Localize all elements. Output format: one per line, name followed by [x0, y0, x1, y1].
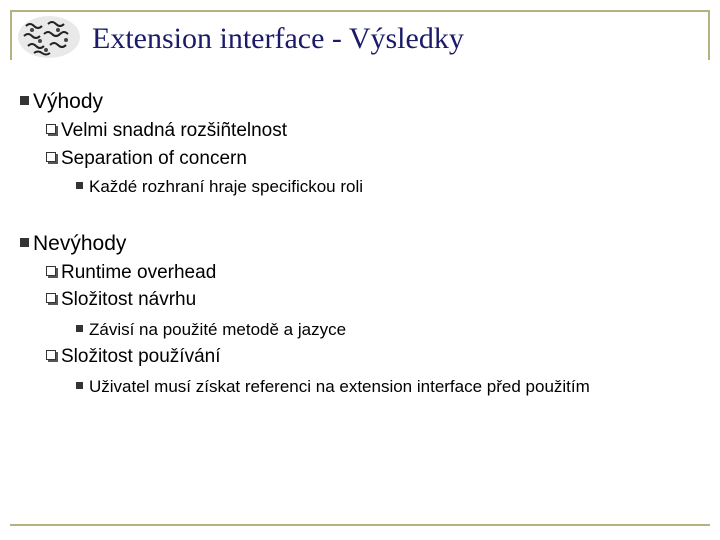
frame-right-line	[708, 10, 710, 60]
logo-image	[18, 16, 80, 58]
bullet-advantage-2-label: Separation of concern	[61, 148, 247, 169]
square-bullet-icon	[76, 382, 83, 389]
frame-top-line	[10, 10, 710, 12]
bullet-advantage-2-sub	[76, 177, 363, 197]
slide-title: Extension interface - Výsledky	[92, 22, 464, 55]
bullet-disadvantage-3-sub	[76, 377, 590, 397]
bullet-disadvantages	[20, 232, 126, 256]
checkbox-bullet-icon	[46, 152, 56, 162]
square-bullet-icon	[20, 238, 29, 247]
bullet-advantage-1	[46, 120, 287, 142]
frame-left-line	[10, 10, 12, 60]
bullet-disadvantage-2	[46, 289, 196, 311]
bullet-disadvantage-3-label: Složitost používání	[61, 346, 221, 367]
bullet-disadvantage-3	[46, 346, 220, 368]
bullet-disadvantage-2-sub	[76, 320, 346, 340]
bullet-advantages-label: Výhody	[33, 90, 104, 113]
checkbox-bullet-icon	[46, 124, 56, 134]
bullet-advantage-2-sub-label: Každé rozhraní hraje specifickou roli	[89, 177, 364, 196]
bullet-advantage-1-label: Velmi snadná rozšiñtelnost	[61, 120, 288, 141]
bullet-disadvantages-label: Nevýhody	[33, 232, 127, 255]
frame-bottom-line	[10, 524, 710, 526]
bullet-disadvantage-1	[46, 262, 216, 284]
checkbox-bullet-icon	[46, 266, 56, 276]
bullet-disadvantage-2-sub-label: Závisí na použité metodě a jazyce	[89, 320, 347, 339]
checkbox-bullet-icon	[46, 350, 56, 360]
square-bullet-icon	[76, 325, 83, 332]
bullet-disadvantage-2-label: Složitost návrhu	[61, 289, 197, 310]
square-bullet-icon	[76, 182, 83, 189]
bullet-disadvantage-3-sub-label: Uživatel musí získat referenci na extension interface před použitím	[89, 377, 590, 396]
bullet-advantage-2	[46, 148, 247, 170]
bullet-disadvantage-1-label: Runtime overhead	[61, 262, 217, 283]
bullet-advantages	[20, 90, 103, 114]
checkbox-bullet-icon	[46, 293, 56, 303]
square-bullet-icon	[20, 96, 29, 105]
